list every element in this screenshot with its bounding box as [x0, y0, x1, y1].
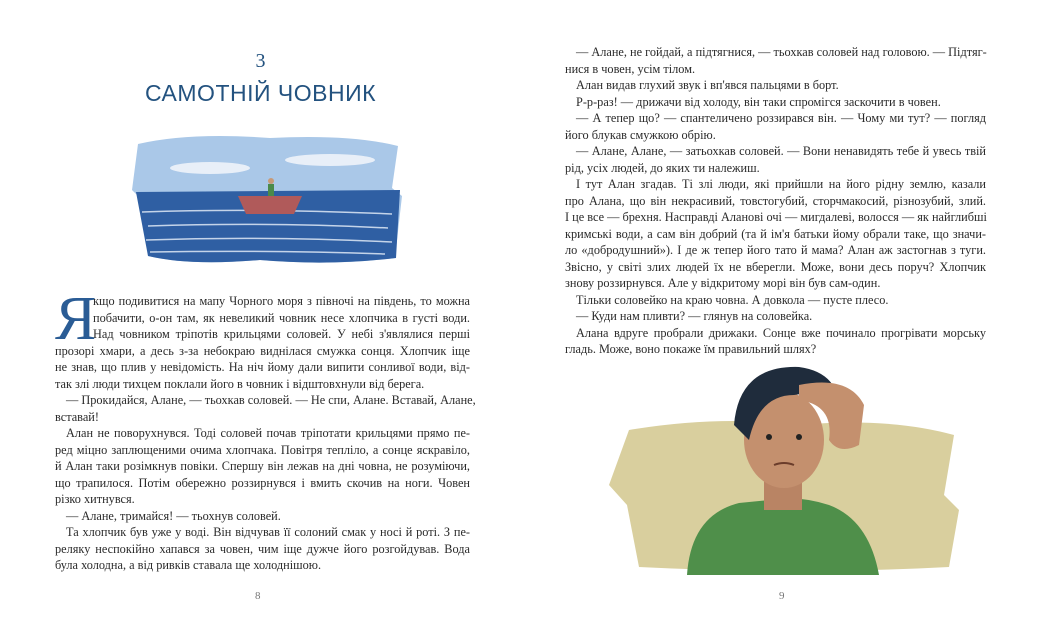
page-number: 9	[779, 590, 785, 602]
text-line: І тут Алан згадав. Ті злі люди, які прийшли на його рідну землю, казали	[576, 177, 986, 191]
left-body-text	[55, 285, 476, 574]
paragraph	[55, 524, 470, 574]
text-line: кримські води, а сам він добрий (та й ім'я батьки йому обрали таке, що значи-	[565, 226, 986, 241]
text-line: ло «добродушний»). І де ж тепер його тато й мама? Алан аж застогнав з туги.	[565, 243, 986, 257]
text-line: нися в човен, усім тілом.	[565, 61, 696, 76]
text-line: побачити, о-он там, як невеликий човник несе хлопчика в густі води.	[93, 310, 470, 325]
text-line: — Алане, Алане, — затьохкав соловей. — Вони ненавидять тебе й увесь твій	[576, 144, 986, 158]
paragraph	[565, 94, 986, 111]
paragraph	[565, 143, 986, 176]
text-line: — Прокидайся, Алане, — тьохкав соловей. — Не спи, Алане. Вставай, Алане,	[66, 393, 476, 407]
chapter-title: САМОТНІЙ ЧОВНИК	[144, 80, 377, 106]
text-line: різко хитнувся.	[55, 492, 135, 506]
paragraph	[565, 110, 986, 143]
text-line: кщо подивитися на мапу Чорного моря з півночі на південь, то можна	[93, 294, 470, 308]
text-line: Тільки соловейко на краю човна. А довкола — пусте плесо.	[576, 292, 889, 307]
page-number: 8	[255, 590, 261, 602]
text-line: вставай!	[55, 409, 99, 424]
text-line: про Алана, що він некрасивий, товстогубий, сторчмакосий, різнозубий, злий.	[565, 193, 986, 208]
chapter-number: 3	[255, 50, 266, 72]
text-line: Алана вдруге пробрали дрижаки. Сонце вже починало прогрівати морську	[576, 325, 986, 340]
text-line: — Куди нам пливти? — глянув на соловейка.	[576, 309, 813, 323]
paragraph	[565, 44, 986, 77]
text-line: гладь. Може, воно покаже їм правильний шлях?	[565, 342, 817, 356]
paragraph	[55, 285, 470, 392]
left-page	[0, 0, 521, 643]
text-line: й Алан таки розімкнув повіки. Спершу він лежав на дні човна, не розуміючи,	[55, 459, 470, 473]
text-line: Звісно, у світі злих людей їх не вберегли. Може, вони десь поруч? Хлопчик	[565, 259, 986, 274]
right-body-text	[565, 44, 986, 358]
paragraph	[565, 77, 986, 94]
paragraph	[565, 308, 986, 325]
text-line: рід, усіх людей, до яких ти належиш.	[565, 160, 760, 175]
text-line: так злі люди тихцем поклали його в човник і відштовхнули від берега.	[55, 376, 425, 391]
text-line: була холодна, а від ривків ставала ще холоднішою.	[55, 558, 322, 572]
text-line: — Алане, не гойдай, а підтягнися, — тьохкав соловей над головою. — Підтяг-	[576, 45, 987, 59]
paragraph	[55, 392, 476, 425]
text-line: його блукав смужкою обрію.	[565, 127, 716, 142]
text-line: Алан видав глухий звук і вп'явся пальцями в борт.	[576, 78, 839, 92]
text-line: Та хлопчик був уже у воді. Він відчував її солоний смак у носі й роті. З пе-	[66, 525, 470, 539]
right-page	[521, 0, 1043, 643]
text-line: прозорі хмари, а десь з-за небокраю виднілася смужка сонця. Хлопчик іще	[55, 343, 470, 358]
text-line: Р-р-раз! — дрижачи від холоду, він таки спромігся заскочити в човен.	[576, 94, 941, 109]
text-line: Алан не поворухнувся. Тоді соловей почав тріпотати крильцями прямо пе-	[66, 426, 470, 440]
text-line: — Алане, тримайся! — тьохнув соловей.	[66, 508, 281, 523]
text-line: ред міцно заплющеними очима хлопчака. Повітря тепліло, а сонце яскравіло,	[55, 442, 470, 457]
text-line: Над човником тріпотів крильцями соловей. У небі з'являлися перші	[93, 327, 470, 341]
text-line: І це все — брехня. Насправді Аланові очі — мигдалеві, волосся — як найглибші	[565, 210, 987, 224]
text-line: реляку неспокійно хапався за човен, чим іще дужче його розгойдував. Вода	[55, 541, 470, 556]
boy-illustration	[599, 345, 964, 575]
text-line: знову роззирнувся. Але у відкритому морі він був сам-один.	[565, 276, 881, 290]
paragraph	[565, 292, 986, 309]
sea-boat-illustration	[130, 130, 405, 266]
text-line: — А тепер що? — спантеличено роззирався він. — Чому ми тут? — погляд	[576, 111, 986, 125]
text-line: що трапилося. Потім обережно роззирнувся і вмить скочив на ноги. Човен	[55, 475, 470, 490]
paragraph	[565, 176, 986, 292]
paragraph	[55, 425, 470, 508]
text-line: не знав, що плив у невідомість. На ніч йому дали випити сонливої води, від-	[55, 360, 470, 374]
paragraph	[55, 508, 470, 525]
drop-cap: Я	[55, 285, 97, 353]
